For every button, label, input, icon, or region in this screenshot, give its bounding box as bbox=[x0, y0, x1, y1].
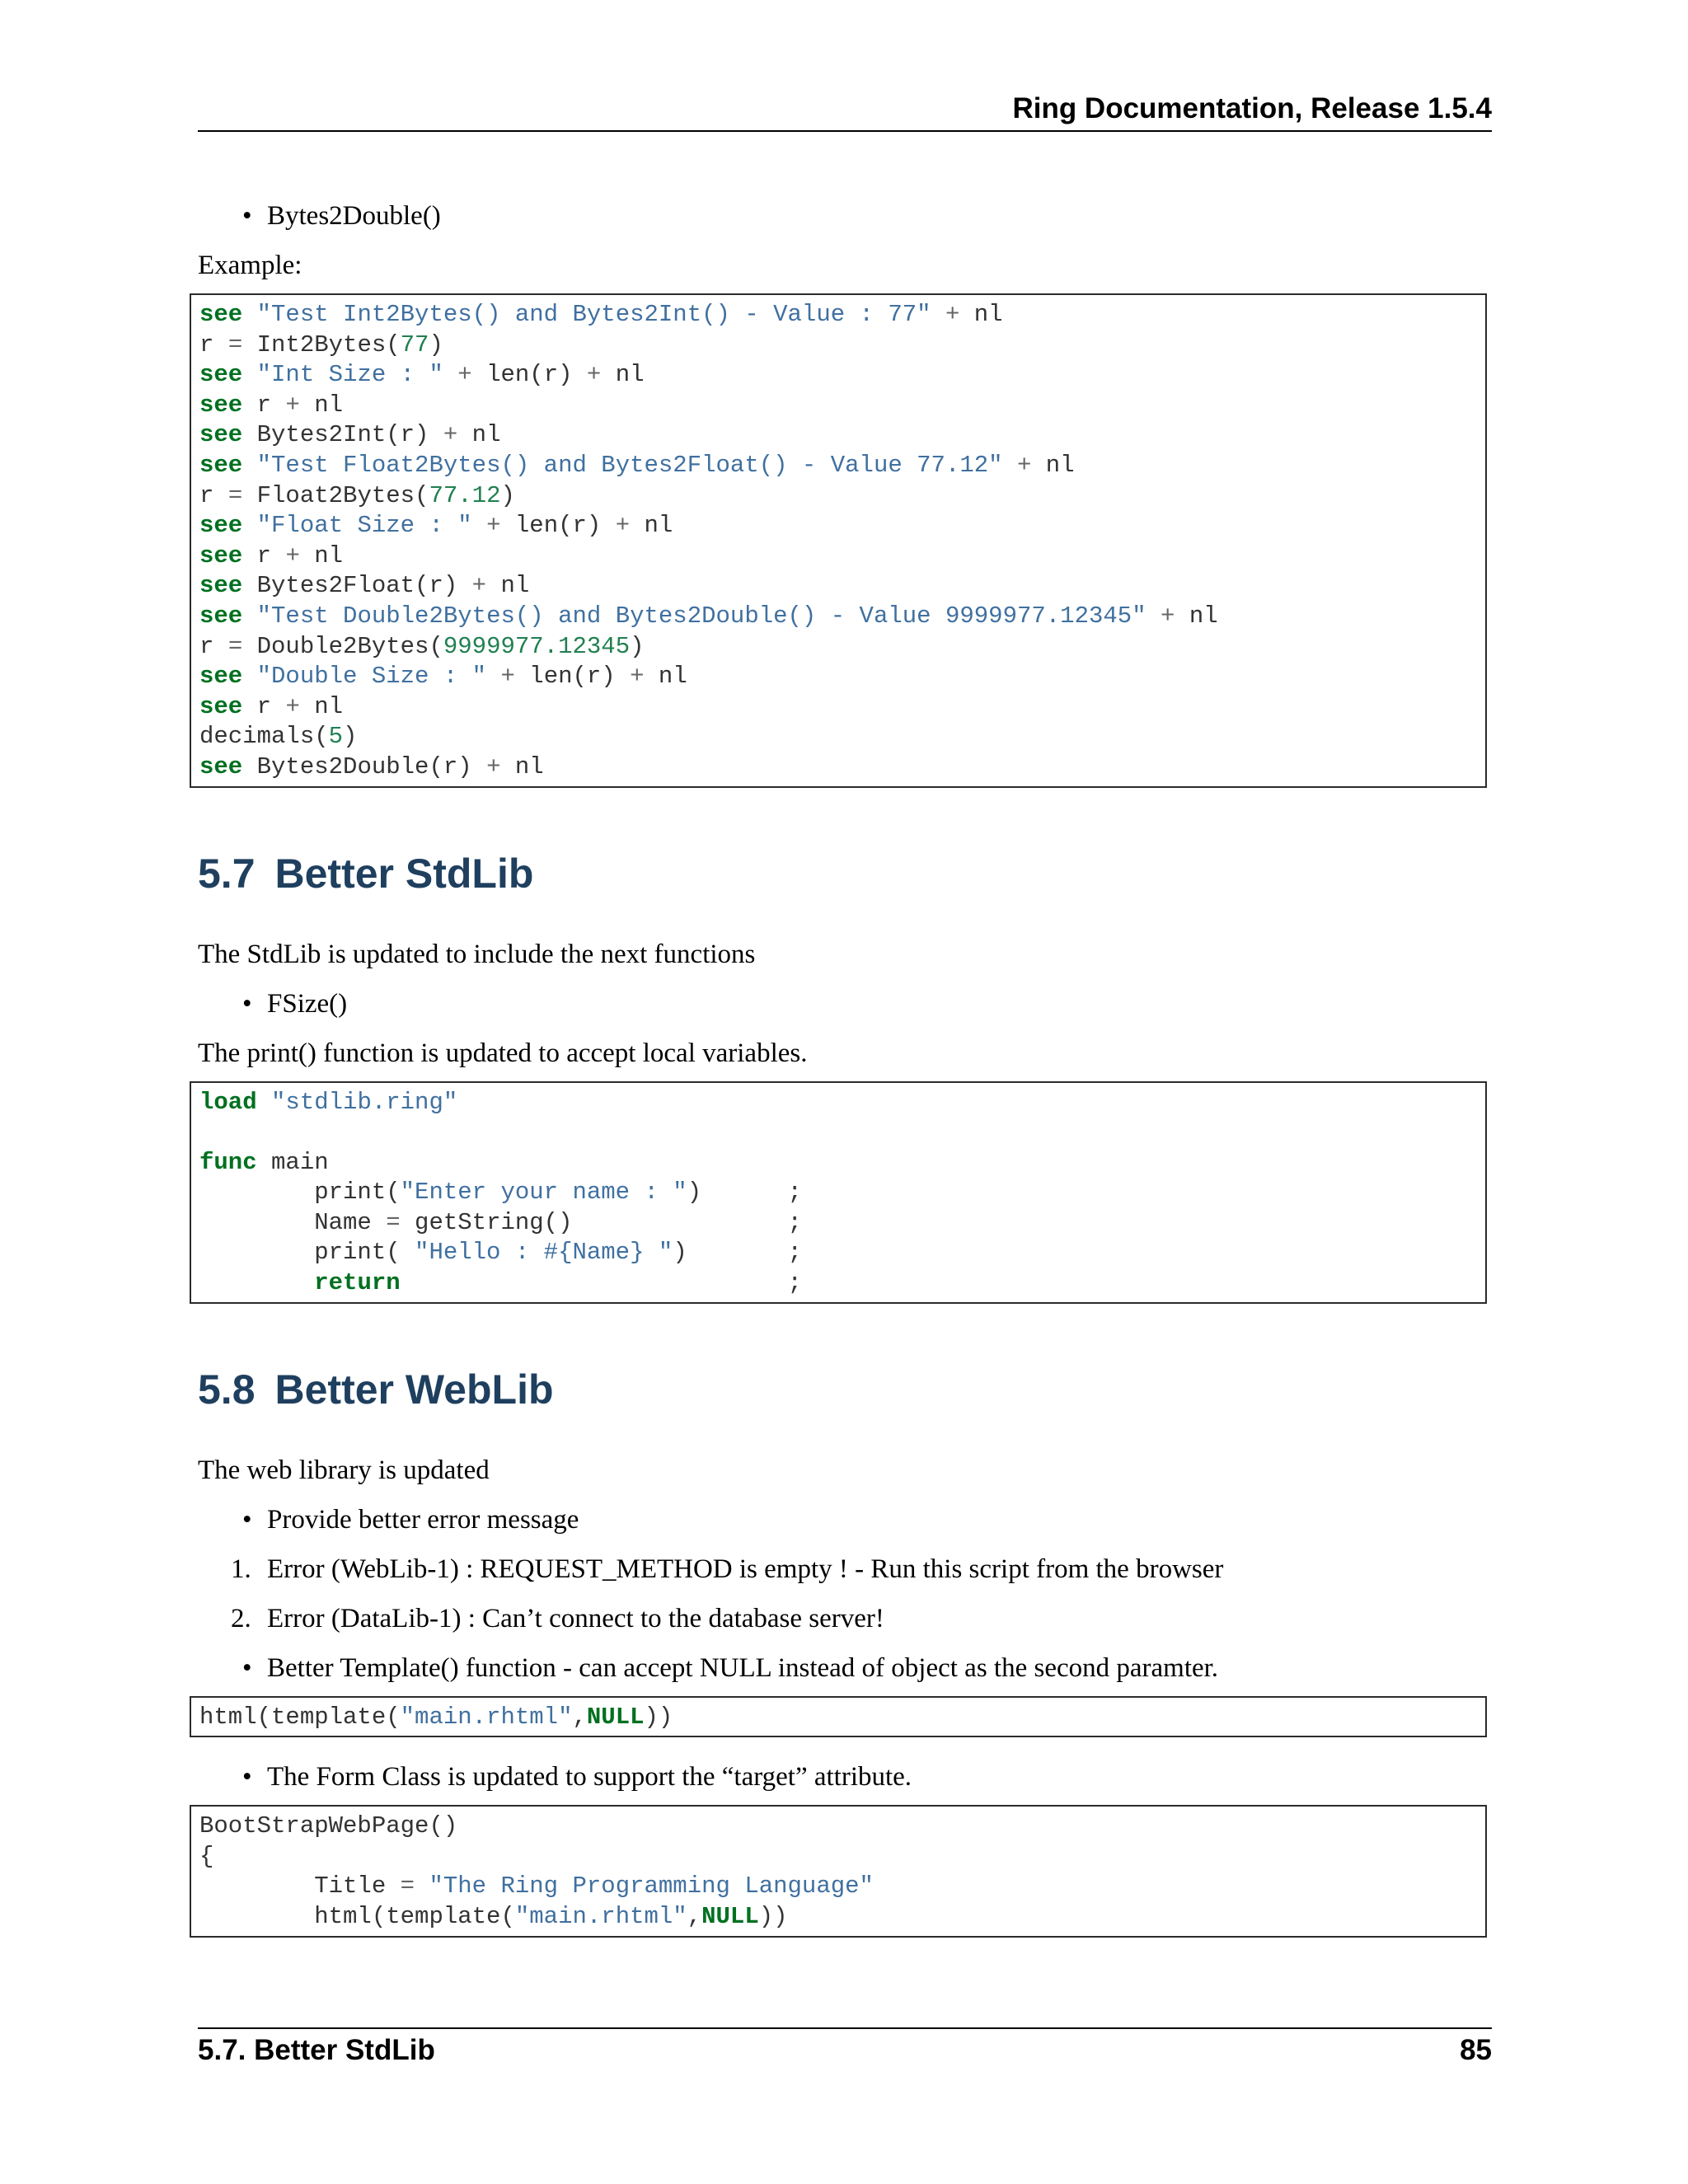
header-rule bbox=[198, 130, 1492, 132]
code-line: see r + nl bbox=[199, 391, 344, 419]
code-line: decimals(5) bbox=[199, 723, 358, 751]
code-line bbox=[199, 1118, 1477, 1148]
section-heading-5-7 bbox=[198, 849, 1492, 898]
list-item: 2. Error (DataLib-1) : Can’t connect to the database server! bbox=[231, 1603, 884, 1633]
code-line: r = Float2Bytes(77.12) bbox=[199, 481, 515, 509]
weblib-bullet-form bbox=[198, 1759, 1492, 1795]
stdlib-intro: The StdLib is updated to include the next functions bbox=[198, 939, 756, 969]
footer-rule bbox=[198, 2027, 1492, 2029]
intro-bullet-list bbox=[198, 198, 1492, 234]
code-block-template bbox=[190, 1696, 1487, 1738]
code-block-form bbox=[190, 1805, 1487, 1937]
code-line: print( "Hello : #{Name} ") ; bbox=[199, 1239, 802, 1267]
footer-section: 5.7. Better StdLib bbox=[198, 2034, 435, 2066]
page-content bbox=[198, 198, 1492, 1938]
code-line: Name = getString() ; bbox=[199, 1208, 802, 1236]
list-item: • Better Template() function - can accept NULL instead of object as the second paramter. bbox=[242, 1652, 1219, 1683]
list-item: • Bytes2Double() bbox=[242, 201, 441, 231]
code-line: see r + nl bbox=[199, 541, 344, 569]
list-item: 1. Error (WebLib-1) : REQUEST_METHOD is empty ! - Run this script from the browser bbox=[231, 1554, 1224, 1584]
weblib-bullet-error bbox=[198, 1502, 1492, 1538]
running-header: Ring Documentation, Release 1.5.4 bbox=[1012, 92, 1492, 124]
code-line: see r + nl bbox=[199, 692, 344, 720]
list-item: • FSize() bbox=[242, 988, 348, 1019]
code-line: func main bbox=[199, 1148, 329, 1176]
code-line: html(template("main.rhtml",NULL)) bbox=[199, 1703, 673, 1731]
code-line: html(template("main.rhtml",NULL)) bbox=[199, 1903, 788, 1931]
code-line: see "Test Int2Bytes() and Bytes2Int() - Value : 77" + nl bbox=[199, 301, 1003, 328]
section-number: 5.8 bbox=[198, 1366, 256, 1413]
print-note: The print() function is updated to accept local variables. bbox=[198, 1038, 808, 1068]
list-item: • Provide better error message bbox=[242, 1504, 579, 1535]
section-title: Better WebLib bbox=[274, 1366, 554, 1413]
section-number: 5.7 bbox=[198, 850, 256, 897]
code-block-stdlib bbox=[190, 1081, 1487, 1304]
code-line: r = Int2Bytes(77) bbox=[199, 330, 443, 359]
code-line: see "Double Size : " + len(r) + nl bbox=[199, 663, 687, 691]
section-title: Better StdLib bbox=[274, 850, 534, 897]
weblib-bullet-template bbox=[198, 1650, 1492, 1686]
code-line: BootStrapWebPage() bbox=[199, 1812, 458, 1840]
code-line: return ; bbox=[314, 1269, 802, 1297]
code-line: see Bytes2Double(r) + nl bbox=[199, 752, 544, 780]
code-line: load "stdlib.ring" bbox=[199, 1088, 458, 1116]
code-line: see "Test Float2Bytes() and Bytes2Float() - Value 77.12" + nl bbox=[199, 451, 1075, 479]
code-line: see "Test Double2Bytes() and Bytes2Double() - Value 9999977.12345" + nl bbox=[199, 602, 1218, 630]
code-line: r = Double2Bytes(9999977.12345) bbox=[199, 632, 645, 660]
section-heading-5-8 bbox=[198, 1365, 1492, 1414]
code-line: print("Enter your name : ") ; bbox=[199, 1179, 802, 1207]
weblib-intro: The web library is updated bbox=[198, 1455, 490, 1485]
code-line: see Bytes2Float(r) + nl bbox=[199, 572, 530, 600]
code-block-bytes bbox=[190, 293, 1487, 788]
code-line: see "Float Size : " + len(r) + nl bbox=[199, 512, 673, 540]
code-line: Title = "The Ring Programming Language" bbox=[199, 1872, 874, 1900]
code-line: see Bytes2Int(r) + nl bbox=[199, 421, 501, 449]
stdlib-bullet-list bbox=[198, 986, 1492, 1022]
error-number-list bbox=[198, 1551, 1492, 1637]
list-item: • The Form Class is updated to support the “target” attribute. bbox=[242, 1762, 912, 1793]
code-line: see "Int Size : " + len(r) + nl bbox=[199, 361, 645, 389]
page-number: 85 bbox=[1460, 2034, 1492, 2066]
example-label: Example: bbox=[198, 251, 302, 280]
code-line: { bbox=[199, 1842, 214, 1870]
